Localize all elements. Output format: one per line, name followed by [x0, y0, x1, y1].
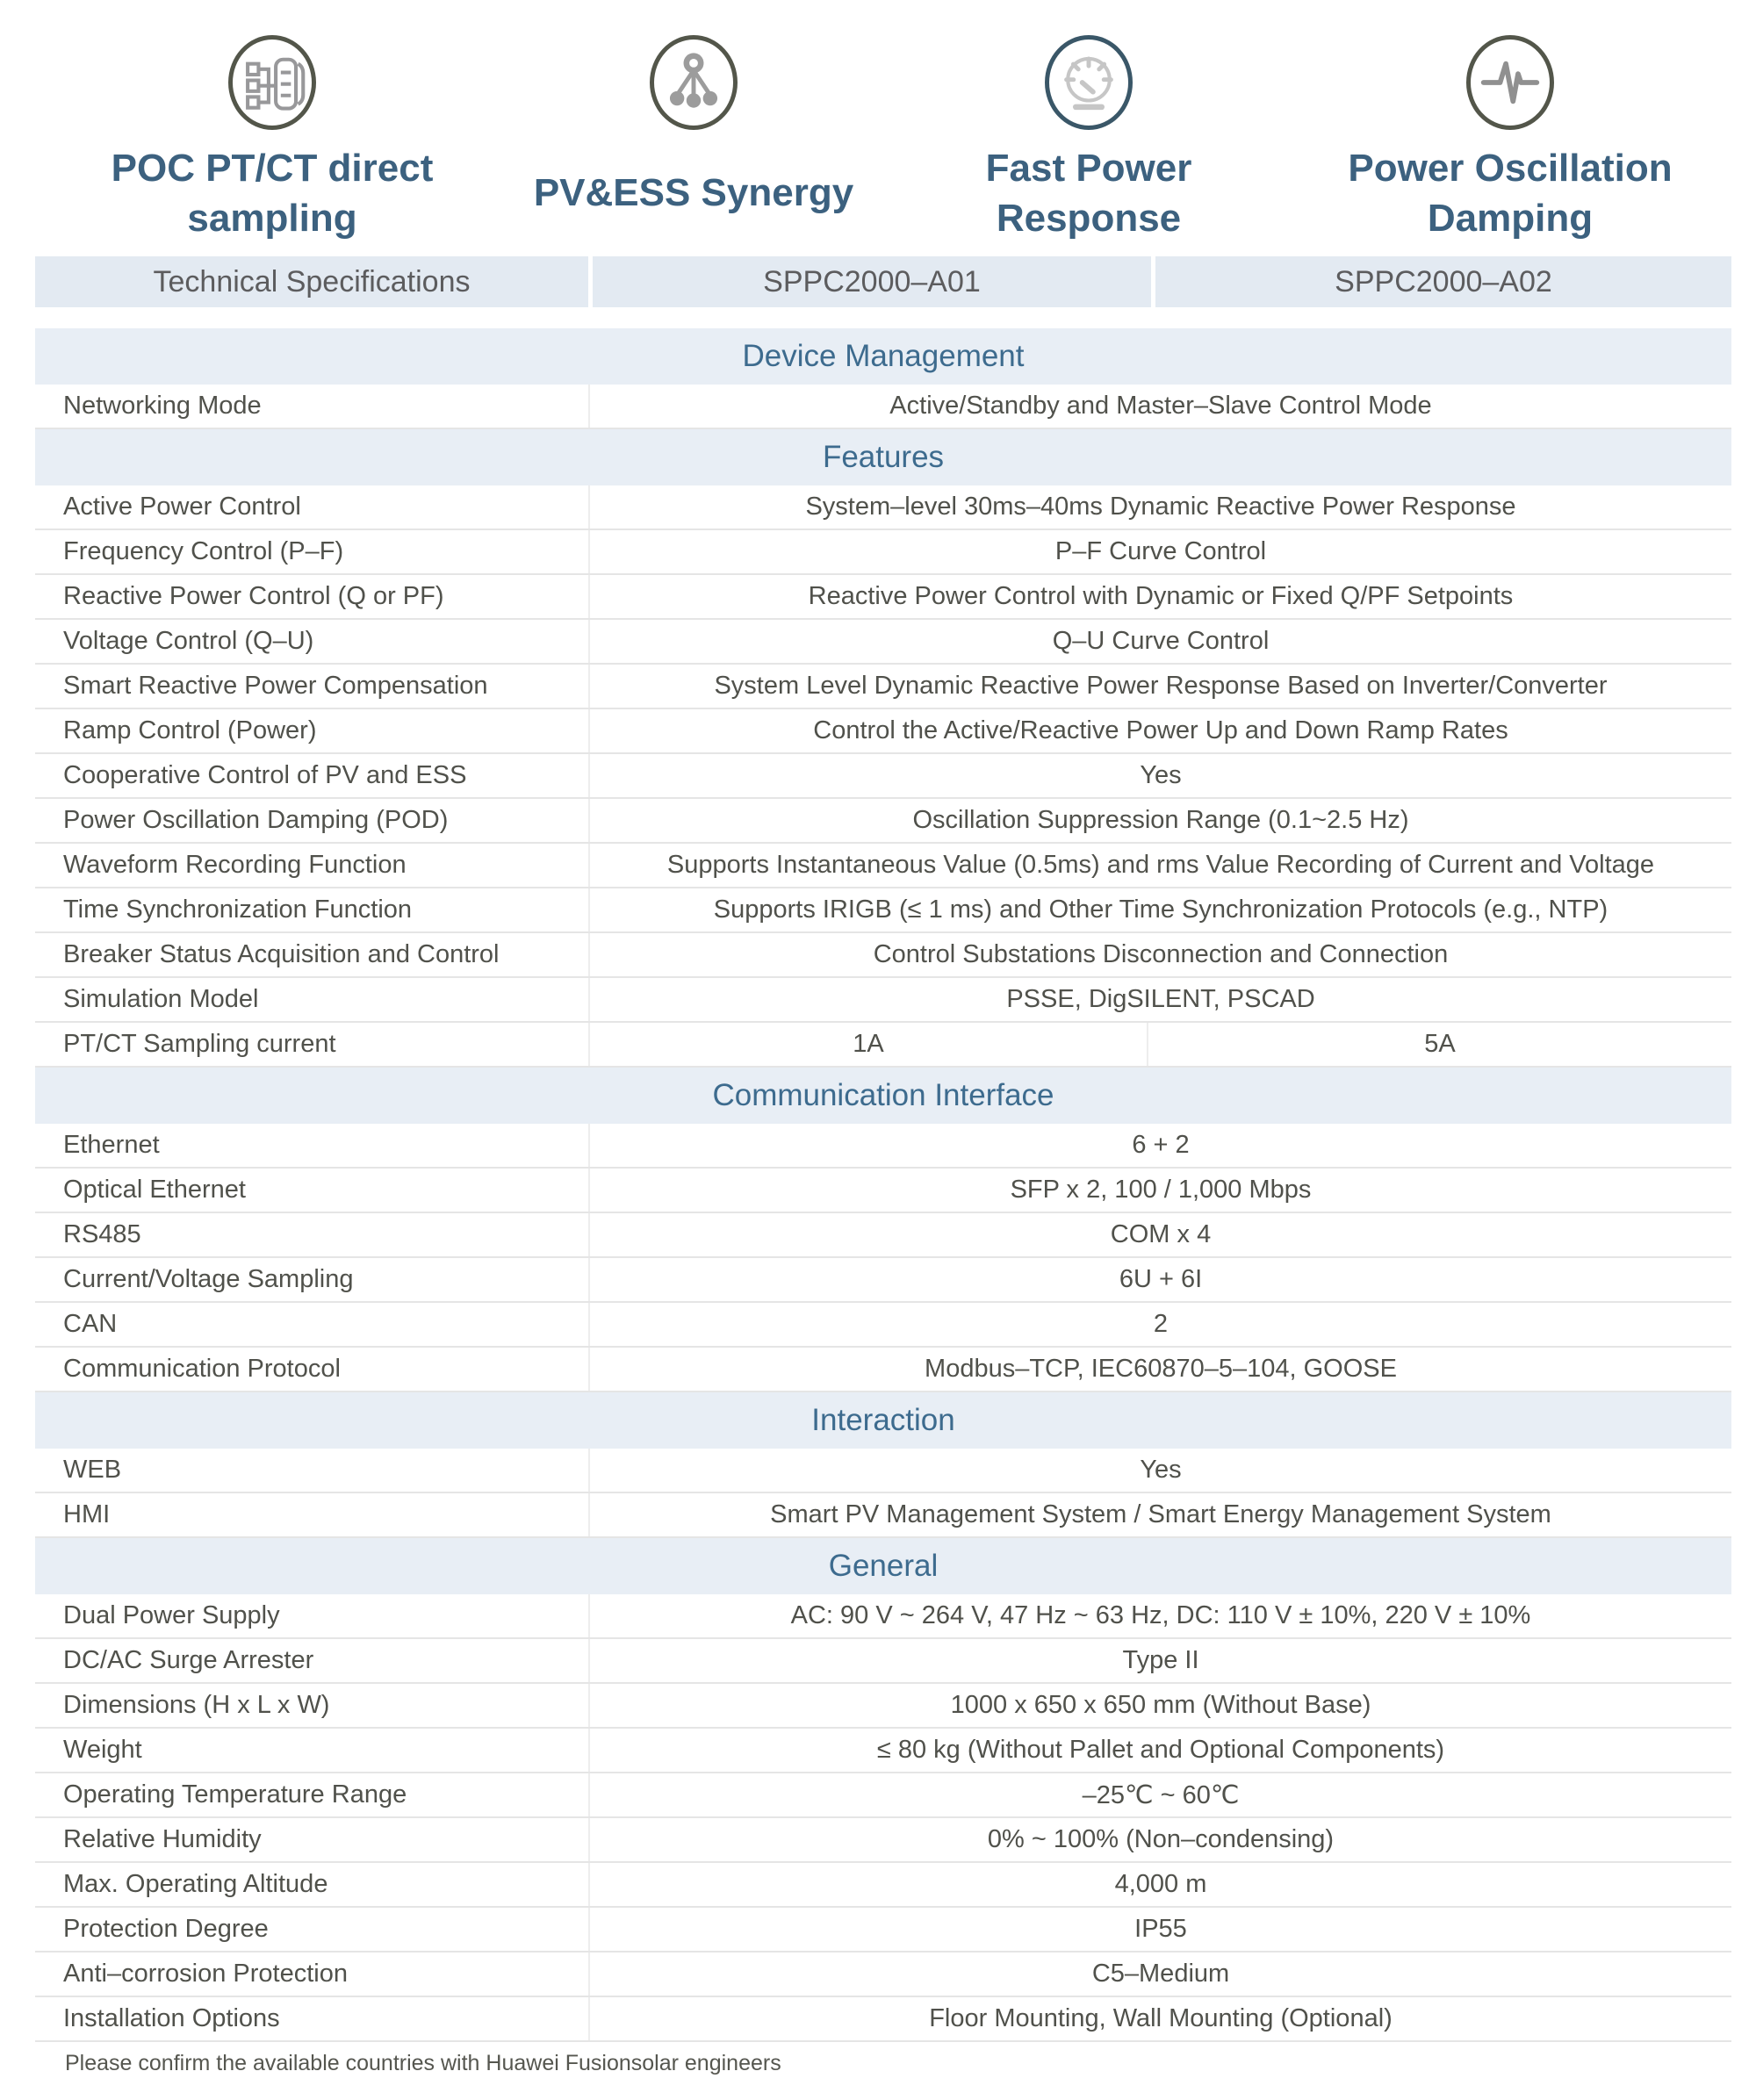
- spec-row-label: Ethernet: [63, 1131, 160, 1159]
- spec-row: [35, 1818, 1731, 1863]
- spec-row-label: Frequency Control (P–F): [63, 537, 344, 565]
- header-technical-specifications: Technical Specifications: [35, 256, 588, 307]
- banner-item-label: Power Oscillation Damping: [1348, 146, 1673, 240]
- spec-row: [35, 1639, 1731, 1684]
- spec-row-value: Modbus–TCP, IEC60870–5–104, GOOSE: [588, 1348, 1731, 1391]
- spec-row: [35, 1258, 1731, 1303]
- spec-row-value: P–F Curve Control: [588, 530, 1731, 573]
- banner-item-poc-sampling: [88, 35, 457, 256]
- table-header-row: [35, 256, 1731, 307]
- spec-row-label: HMI: [63, 1500, 111, 1528]
- spec-row-value: IP55: [588, 1908, 1731, 1951]
- spec-row-label: Waveform Recording Function: [63, 851, 407, 879]
- spec-row-value: Reactive Power Control with Dynamic or Fixed Q/PF Setpoints: [588, 575, 1731, 618]
- spec-row: [35, 620, 1731, 665]
- section-header-general: General: [35, 1538, 1731, 1594]
- spec-row-label: PT/CT Sampling current: [63, 1030, 336, 1058]
- section-header-communication-interface: Communication Interface: [35, 1068, 1731, 1124]
- spec-row: [35, 1863, 1731, 1908]
- spec-row: [35, 1493, 1731, 1538]
- spec-row: [35, 1773, 1731, 1818]
- banner-item-power-oscillation-damping: [1317, 35, 1703, 256]
- spec-row: [35, 978, 1731, 1023]
- banner-item-label: PV&ESS Synergy: [533, 171, 854, 215]
- spec-row-value: 6 + 2: [588, 1124, 1731, 1167]
- spec-row: [35, 575, 1731, 620]
- spec-row-value: Type II: [588, 1639, 1731, 1682]
- spec-row-label: DC/AC Surge Arrester: [63, 1646, 314, 1674]
- feature-banner: [0, 0, 1756, 256]
- spec-row-value: C5–Medium: [588, 1953, 1731, 1996]
- spec-row-label: Reactive Power Control (Q or PF): [63, 582, 444, 610]
- spec-row-value: 5A: [1147, 1023, 1731, 1066]
- spec-row-label: Weight: [63, 1736, 142, 1764]
- spec-row-value: Supports IRIGB (≤ 1 ms) and Other Time Synchronization Protocols (e.g., NTP): [588, 888, 1731, 931]
- spec-row-label: Current/Voltage Sampling: [63, 1265, 354, 1293]
- footer-note: Please confirm the available countries with Huawei Fusionsolar engineers: [65, 2051, 781, 2075]
- spec-row-value: Floor Mounting, Wall Mounting (Optional): [588, 1997, 1731, 2040]
- spec-row-label: Optical Ethernet: [63, 1176, 246, 1204]
- spec-row-value: AC: 90 V ~ 264 V, 47 Hz ~ 63 Hz, DC: 110 V ± 10%, 220 V ± 10%: [588, 1594, 1731, 1637]
- spec-row-label: Protection Degree: [63, 1915, 269, 1943]
- spec-row: [35, 1449, 1731, 1493]
- spec-row-value: –25℃ ~ 60℃: [588, 1773, 1731, 1816]
- spec-row-label: Relative Humidity: [63, 1825, 262, 1853]
- section-header-interaction: Interaction: [35, 1392, 1731, 1449]
- spec-row-label: Smart Reactive Power Compensation: [63, 672, 488, 700]
- spec-row-label: Anti–corrosion Protection: [63, 1960, 348, 1988]
- spec-row-value: Control Substations Disconnection and Connection: [588, 933, 1731, 976]
- spec-row: [35, 1729, 1731, 1773]
- spec-row: [35, 1348, 1731, 1392]
- spec-row-label: RS485: [63, 1220, 141, 1248]
- spec-row-value: Active/Standby and Master–Slave Control Mode: [588, 385, 1731, 428]
- spec-row-label: Dual Power Supply: [63, 1601, 280, 1629]
- spec-row-value: Smart PV Management System / Smart Energy Management System: [588, 1493, 1731, 1536]
- spec-row: [35, 1953, 1731, 1997]
- spec-row: [35, 1908, 1731, 1953]
- spec-row-value: 6U + 6I: [588, 1258, 1731, 1301]
- spec-row: [35, 1303, 1731, 1348]
- banner-item-label: Fast Power Response: [985, 146, 1192, 240]
- spec-row-value: System–level 30ms–40ms Dynamic Reactive Power Response: [588, 485, 1731, 529]
- spec-row: [35, 1997, 1731, 2042]
- spec-row-value: 4,000 m: [588, 1863, 1731, 1906]
- spec-row-value: 0% ~ 100% (Non–condensing): [588, 1818, 1731, 1861]
- spec-row-label: Voltage Control (Q–U): [63, 627, 314, 655]
- spec-row: [35, 709, 1731, 754]
- spec-row-value: Yes: [588, 1449, 1731, 1492]
- spec-row: [35, 1213, 1731, 1258]
- spec-row: [35, 1023, 1731, 1068]
- header-model-sppc2000-a02: SPPC2000–A02: [1155, 256, 1731, 307]
- spec-row-label: Cooperative Control of PV and ESS: [63, 761, 467, 789]
- spec-row-value: Control the Active/Reactive Power Up and Down Ramp Rates: [588, 709, 1731, 752]
- spec-row-label: Networking Mode: [63, 392, 262, 420]
- spec-row: [35, 933, 1731, 978]
- spec-row-value: Oscillation Suppression Range (0.1~2.5 Hz): [588, 799, 1731, 842]
- spec-row: [35, 385, 1731, 429]
- spec-row: [35, 754, 1731, 799]
- power-oscillation-damping-icon: [1466, 35, 1554, 130]
- spec-row: [35, 485, 1731, 530]
- spec-row-value: System Level Dynamic Reactive Power Response Based on Inverter/Converter: [588, 665, 1731, 708]
- spec-row: [35, 1124, 1731, 1169]
- spec-row-label: Dimensions (H x L x W): [63, 1691, 330, 1719]
- spec-row: [35, 1594, 1731, 1639]
- spec-row-value: Supports Instantaneous Value (0.5ms) and rms Value Recording of Current and Voltage: [588, 844, 1731, 887]
- section-header-device-management: Device Management: [35, 328, 1731, 385]
- banner-item-fast-power-response: [957, 35, 1220, 256]
- spec-row-value: 2: [588, 1303, 1731, 1346]
- section-header-features: Features: [35, 429, 1731, 485]
- spec-row-label: Communication Protocol: [63, 1355, 341, 1383]
- spec-row-label: Time Synchronization Function: [63, 895, 413, 924]
- spec-table: [35, 256, 1731, 2042]
- spec-row-value: 1000 x 650 x 650 mm (Without Base): [588, 1684, 1731, 1727]
- spec-row-label: Max. Operating Altitude: [63, 1870, 328, 1898]
- spec-row: [35, 799, 1731, 844]
- spec-row-value: 1A: [588, 1023, 1147, 1066]
- spec-row-label: CAN: [63, 1310, 118, 1338]
- header-model-sppc2000-a01: SPPC2000–A01: [593, 256, 1151, 307]
- spec-row-label: Installation Options: [63, 2004, 280, 2032]
- banner-item-label: POC PT/CT direct sampling: [111, 146, 434, 240]
- spec-row-label: Breaker Status Acquisition and Control: [63, 940, 500, 968]
- spec-row-value: Yes: [588, 754, 1731, 797]
- spec-row: [35, 888, 1731, 933]
- spec-row-value: Q–U Curve Control: [588, 620, 1731, 663]
- fast-power-response-icon: [1045, 35, 1133, 130]
- spec-row-label: Operating Temperature Range: [63, 1780, 407, 1809]
- pv-ess-synergy-icon: [650, 35, 738, 130]
- spec-row-label: WEB: [63, 1456, 122, 1484]
- spec-row: [35, 1684, 1731, 1729]
- banner-item-pv-ess-synergy: [534, 35, 853, 256]
- spec-row-label: Simulation Model: [63, 985, 259, 1013]
- spec-row: [35, 844, 1731, 888]
- spec-row-value: ≤ 80 kg (Without Pallet and Optional Components): [588, 1729, 1731, 1772]
- spec-row-label: Active Power Control: [63, 493, 301, 521]
- spec-row-label: Ramp Control (Power): [63, 716, 317, 744]
- spec-row-label: Power Oscillation Damping (POD): [63, 806, 449, 834]
- spec-row-value: PSSE, DigSILENT, PSCAD: [588, 978, 1731, 1021]
- spec-row-value: SFP x 2, 100 / 1,000 Mbps: [588, 1169, 1731, 1212]
- spec-table-body: [35, 328, 1731, 2042]
- spec-row: [35, 530, 1731, 575]
- spec-row: [35, 665, 1731, 709]
- spec-row-value: COM x 4: [588, 1213, 1731, 1256]
- poc-sampling-icon: [228, 35, 316, 130]
- spec-row: [35, 1169, 1731, 1213]
